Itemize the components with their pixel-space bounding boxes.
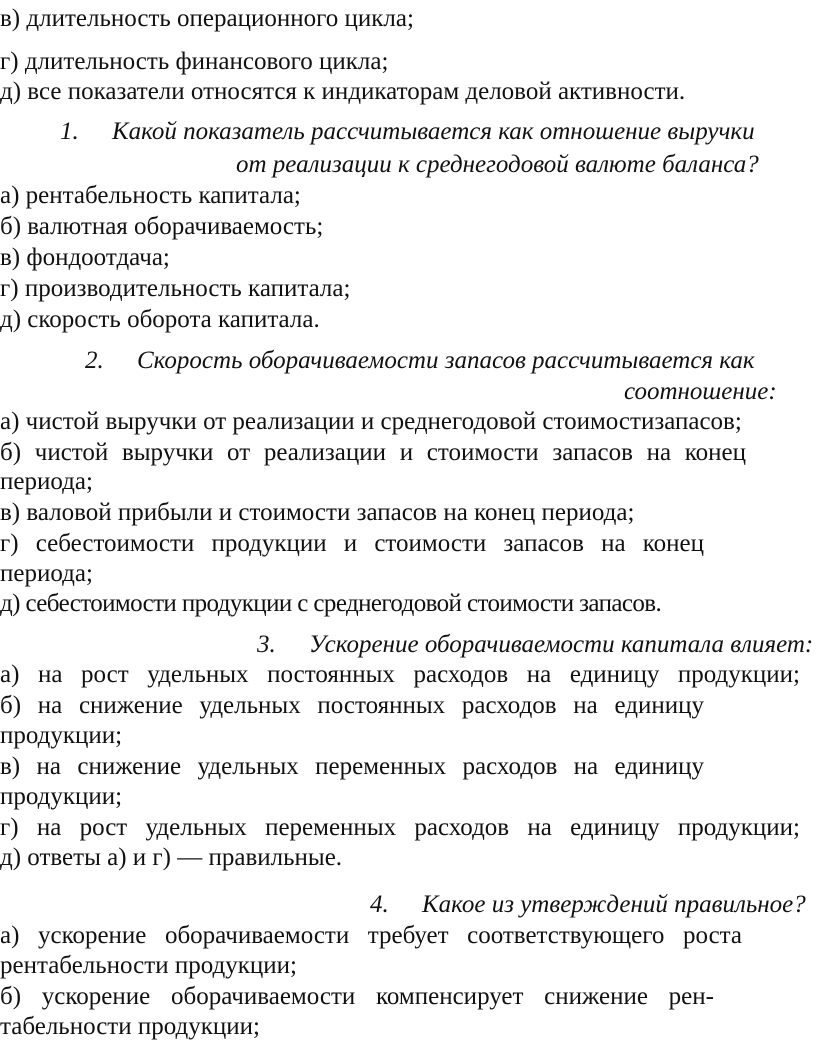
answer-option: в) валовой прибыли и стоимости запасов на конец периода; <box>0 499 635 526</box>
answer-option: табельности продукции; <box>0 1013 260 1040</box>
question-text-line: от реализации к среднегодовой валюте баланса? <box>236 151 759 178</box>
answer-option: г) на рост удельных переменных расходов на единицу продукции; <box>0 814 800 841</box>
answer-option: д) скорость оборота капитала. <box>0 306 320 333</box>
answer-option: в) на снижение удельных переменных расходов на единицу <box>0 753 704 780</box>
question-title <box>60 117 755 147</box>
answer-option: б) чистой выручки от реализации и стоимости запасов на конец <box>0 439 746 466</box>
answer-option: рентабельности продукции; <box>0 952 297 979</box>
question-number: 1. <box>60 118 79 145</box>
answer-option: г) себестоимости продукции и стоимости запасов на конец <box>0 530 704 557</box>
answer-option: б) ускорение оборачиваемости компенсирует снижение рен- <box>0 983 714 1010</box>
answer-option: в) длительность операционного цикла; <box>0 5 414 32</box>
question-text-line: Какое из утверждений правильное? <box>422 891 806 918</box>
answer-option: б) валютная оборачиваемость; <box>0 213 324 240</box>
question-number: 2. <box>85 347 104 374</box>
answer-option: д) себестоимости продукции с среднегодовой стоимости запасов. <box>0 590 662 617</box>
answer-option: г) длительность финансового цикла; <box>0 48 389 75</box>
answer-option: д) ответы а) и г) — правильные. <box>0 844 343 871</box>
answer-option: а) ускорение оборачиваемости требует соответствующего роста <box>0 922 742 949</box>
answer-option: продукции; <box>0 783 123 810</box>
answer-option: а) рентабельность капитала; <box>0 182 301 209</box>
question-title <box>257 630 813 660</box>
question-number: 3. <box>257 631 276 658</box>
answer-option: продукции; <box>0 722 123 749</box>
answer-option: а) на рост удельных постоянных расходов на единицу продукции; <box>0 661 800 688</box>
answer-option: д) все показатели относятся к индикаторам деловой активности. <box>0 78 686 105</box>
question-title <box>370 890 806 920</box>
answer-option: в) фондоотдача; <box>0 244 170 271</box>
question-text-line: Какой показатель рассчитывается как отношение выручки <box>112 118 755 145</box>
answer-option: периода; <box>0 560 93 587</box>
question-number: 4. <box>370 891 389 918</box>
question-text-line: Ускорение оборачиваемости капитала влияет: <box>309 631 814 658</box>
question-title <box>85 346 755 376</box>
answer-option: а) чистой выручки от реализации и среднегодовой стоимостизапасов; <box>0 408 742 435</box>
answer-option: б) на снижение удельных постоянных расходов на единицу <box>0 692 704 719</box>
question-text-line: Скорость оборачиваемости запасов рассчитывается как <box>137 347 755 374</box>
answer-option: периода; <box>0 468 93 495</box>
question-text-line: соотношение: <box>624 378 777 405</box>
answer-option: г) производительность капитала; <box>0 275 351 302</box>
